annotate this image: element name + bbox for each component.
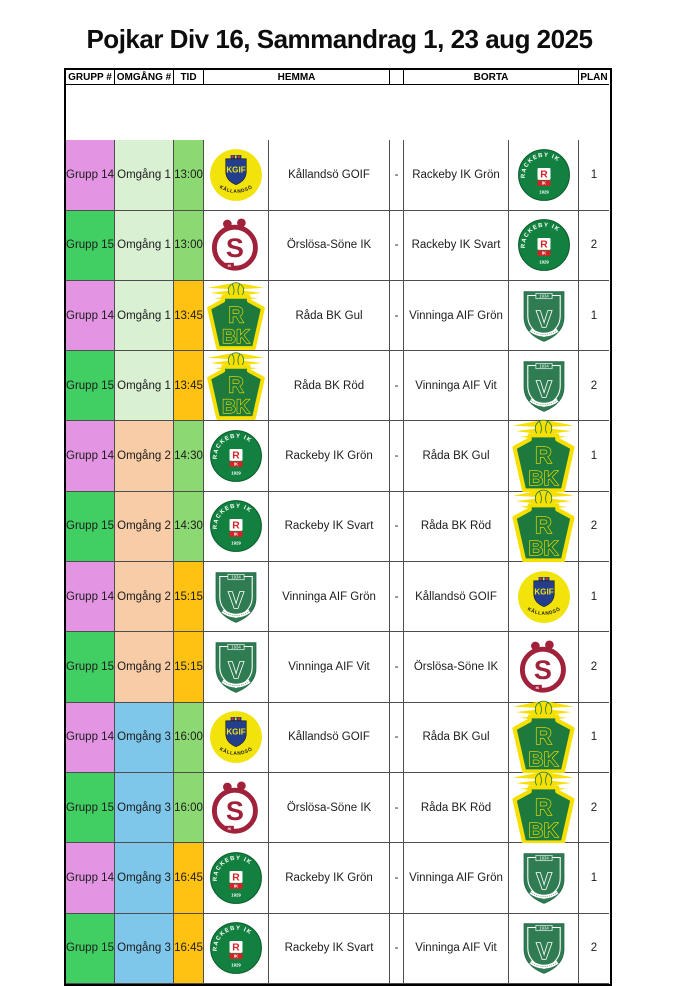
cell-plan: 1 (579, 562, 609, 632)
rackeby-logo (517, 148, 571, 202)
vinninga-logo (517, 359, 571, 413)
cell-separator: - (390, 492, 404, 562)
cell-round: Omgång 2 (115, 562, 174, 632)
cell-home-name: Örslösa-Söne IK (269, 773, 390, 843)
cell-away-name: Råda BK Gul (404, 421, 509, 491)
cell-home-logo (204, 211, 269, 281)
cell-round: Omgång 3 (115, 843, 174, 913)
cell-plan: 1 (579, 281, 609, 351)
cell-home-logo (204, 914, 269, 984)
cell-home-logo (204, 140, 269, 210)
cell-separator: - (390, 421, 404, 491)
rackeby-logo (517, 218, 571, 272)
cell-separator: - (390, 140, 404, 210)
cell-group: Grupp 14 (66, 140, 115, 210)
vinninga-logo (517, 289, 571, 343)
cell-away-logo (509, 351, 579, 421)
cell-group: Grupp 14 (66, 421, 115, 491)
cell-group: Grupp 14 (66, 843, 115, 913)
rackeby-logo (209, 921, 263, 975)
cell-home-name: Rackeby IK Grön (269, 843, 390, 913)
cell-away-name: Råda BK Röd (404, 773, 509, 843)
cell-plan: 1 (579, 421, 609, 491)
cell-away-logo (509, 211, 579, 281)
cell-round: Omgång 1 (115, 140, 174, 210)
cell-group: Grupp 15 (66, 914, 115, 984)
cell-away-logo (509, 773, 579, 843)
cell-round: Omgång 2 (115, 492, 174, 562)
header-home: HEMMA (204, 70, 390, 85)
cell-time: 14:30 (174, 421, 204, 491)
cell-away-logo (509, 914, 579, 984)
cell-round: Omgång 1 (115, 211, 174, 281)
cell-plan: 2 (579, 914, 609, 984)
cell-away-logo (509, 492, 579, 562)
kallandso-logo (209, 148, 263, 202)
rada-logo (509, 764, 578, 852)
cell-time: 16:45 (174, 843, 204, 913)
cell-separator: - (390, 703, 404, 773)
orslosa-logo (209, 218, 263, 272)
cell-away-logo (509, 281, 579, 351)
cell-away-logo (509, 632, 579, 702)
cell-home-logo (204, 562, 269, 632)
kallandso-logo (517, 570, 571, 624)
cell-time: 16:45 (174, 914, 204, 984)
cell-away-name: Rackeby IK Grön (404, 140, 509, 210)
cell-away-name: Råda BK Röd (404, 492, 509, 562)
cell-group: Grupp 15 (66, 773, 115, 843)
vinninga-logo (517, 851, 571, 905)
cell-separator: - (390, 914, 404, 984)
header-away: BORTA (404, 70, 579, 85)
cell-round: Omgång 2 (115, 421, 174, 491)
cell-separator: - (390, 281, 404, 351)
cell-home-name: Råda BK Gul (269, 281, 390, 351)
cell-away-logo (509, 140, 579, 210)
cell-home-logo (204, 632, 269, 702)
cell-time: 16:00 (174, 773, 204, 843)
cell-away-logo (509, 421, 579, 491)
cell-separator: - (390, 843, 404, 913)
cell-group: Grupp 15 (66, 351, 115, 421)
cell-away-name: Vinninga AIF Grön (404, 281, 509, 351)
cell-home-name: Vinninga AIF Vit (269, 632, 390, 702)
cell-home-logo (204, 281, 269, 351)
cell-separator: - (390, 773, 404, 843)
cell-home-logo (204, 773, 269, 843)
cell-time: 15:15 (174, 562, 204, 632)
cell-separator: - (390, 351, 404, 421)
cell-away-logo (509, 843, 579, 913)
cell-plan: 2 (579, 492, 609, 562)
vinninga-logo (209, 640, 263, 694)
orslosa-logo (517, 640, 571, 694)
cell-separator: - (390, 211, 404, 281)
cell-separator: - (390, 562, 404, 632)
cell-round: Omgång 3 (115, 773, 174, 843)
cell-away-name: Kållandsö GOIF (404, 562, 509, 632)
cell-away-name: Råda BK Gul (404, 703, 509, 773)
cell-group: Grupp 15 (66, 492, 115, 562)
cell-home-name: Kållandsö GOIF (269, 703, 390, 773)
cell-group: Grupp 15 (66, 211, 115, 281)
cell-plan: 1 (579, 843, 609, 913)
vinninga-logo (209, 570, 263, 624)
cell-round: Omgång 1 (115, 281, 174, 351)
cell-away-logo (509, 703, 579, 773)
cell-home-name: Kållandsö GOIF (269, 140, 390, 210)
cell-plan: 2 (579, 773, 609, 843)
cell-round: Omgång 2 (115, 632, 174, 702)
rackeby-logo (209, 499, 263, 553)
cell-time: 13:45 (174, 281, 204, 351)
cell-home-name: Örslösa-Söne IK (269, 211, 390, 281)
header-round: OMGÅNG # (115, 70, 174, 85)
kallandso-logo (209, 710, 263, 764)
cell-away-name: Vinninga AIF Vit (404, 351, 509, 421)
rada-logo (509, 482, 578, 570)
schedule-table (64, 68, 612, 986)
cell-home-logo (204, 492, 269, 562)
cell-away-name: Vinninga AIF Grön (404, 843, 509, 913)
cell-time: 13:00 (174, 140, 204, 210)
cell-group: Grupp 14 (66, 703, 115, 773)
cell-home-name: Rackeby IK Svart (269, 914, 390, 984)
cell-round: Omgång 3 (115, 703, 174, 773)
cell-time: 15:15 (174, 632, 204, 702)
cell-home-name: Rackeby IK Svart (269, 492, 390, 562)
cell-away-logo (509, 562, 579, 632)
cell-plan: 2 (579, 351, 609, 421)
rada-logo (204, 342, 268, 430)
cell-separator: - (390, 632, 404, 702)
cell-away-name: Örslösa-Söne IK (404, 632, 509, 702)
header-field: PLAN (579, 70, 609, 85)
cell-group: Grupp 14 (66, 562, 115, 632)
cell-group: Grupp 14 (66, 281, 115, 351)
cell-group: Grupp 15 (66, 632, 115, 702)
cell-home-logo (204, 843, 269, 913)
header-group: GRUPP # (66, 70, 115, 85)
cell-away-name: Rackeby IK Svart (404, 211, 509, 281)
cell-away-name: Vinninga AIF Vit (404, 914, 509, 984)
header-separator (390, 70, 404, 85)
cell-time: 14:30 (174, 492, 204, 562)
cell-time: 13:45 (174, 351, 204, 421)
cell-home-name: Råda BK Röd (269, 351, 390, 421)
rackeby-logo (209, 851, 263, 905)
cell-home-name: Vinninga AIF Grön (269, 562, 390, 632)
cell-plan: 2 (579, 632, 609, 702)
cell-round: Omgång 1 (115, 351, 174, 421)
cell-time: 13:00 (174, 211, 204, 281)
rackeby-logo (209, 429, 263, 483)
header-time: TID (174, 70, 204, 85)
cell-home-logo (204, 351, 269, 421)
cell-time: 16:00 (174, 703, 204, 773)
cell-plan: 1 (579, 140, 609, 210)
cell-plan: 2 (579, 211, 609, 281)
cell-home-name: Rackeby IK Grön (269, 421, 390, 491)
page-title: Pojkar Div 16, Sammandrag 1, 23 aug 2025 (86, 24, 593, 54)
vinninga-logo (517, 921, 571, 975)
orslosa-logo (209, 781, 263, 835)
cell-plan: 1 (579, 703, 609, 773)
cell-home-logo (204, 421, 269, 491)
cell-home-logo (204, 703, 269, 773)
cell-round: Omgång 3 (115, 914, 174, 984)
